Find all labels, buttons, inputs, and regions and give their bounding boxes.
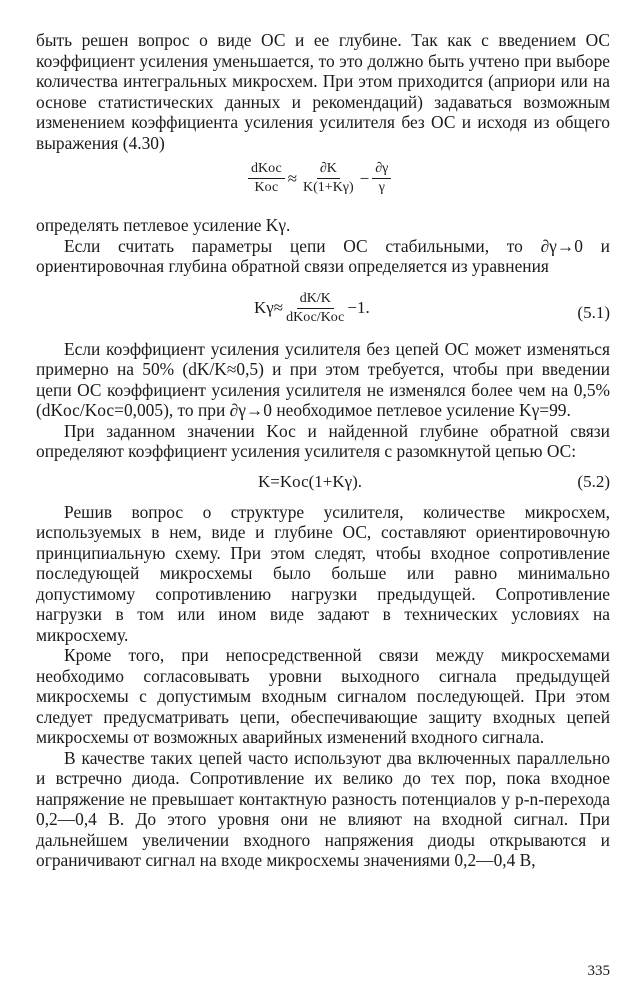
formula1-lhs-num: dKос (248, 161, 285, 179)
page-content (36, 30, 610, 871)
formula-5-2 (36, 462, 610, 502)
paragraph-6: Решив вопрос о структуре усилителя, количестве микросхем, используемых в нем, виде и глубине ОС, составляют ориентировочную принципиальную схему. При этом следят, чтобы входное сопротивление последующей микросхемы было больше или равно минимально допустимому сопротивлению нагрузки предыдущей. Сопротивление нагрузки в том или ином виде задают в технических условиях на микросхему. (36, 501, 610, 645)
paragraph-7: Кроме того, при непосредственной связи между микросхемами необходимо согласовывать уровни выходного сигнала предыдущей микросхемы с допустимым входным сигналом последующей. При этом следует предусматривать цепи, обеспечивающие защиту входных цепей микросхемы от возможных аварийных изменений входного сигнала. (36, 645, 610, 747)
formula2-tail: −1. (347, 298, 370, 317)
formula3-text: K=Kос(1+Kγ). (258, 471, 363, 491)
formula-4-30 (36, 153, 610, 215)
formula1-approx: ≈ (287, 168, 298, 188)
page-number: 335 (587, 963, 610, 979)
paragraph-2: определять петлевое усиление Kγ. (36, 215, 291, 235)
formula2-den: dKос/Kос (286, 309, 345, 325)
formula-5-1 (36, 277, 610, 339)
formula2-lhs: Kγ≈ (254, 298, 284, 317)
paragraph-3: Если считать параметры цепи ОС стабильными, то ∂γ→0 и ориентировочная глубина обратной связи определяется из уравнения (36, 235, 610, 276)
paragraph-4: Если коэффициент усиления усилителя без цепей ОС может изменяться примерно на 50% (dK/K≈0,5) и при этом требуется, чтобы при введении цепи ОС коэффициент усиления усилителя не изменялся более чем на 0,5% (dKос/Kос=0,005), то при ∂γ→0 необходимое петлевое усиление Kγ=99. (36, 338, 610, 420)
paragraph-5: При заданном значении Kос и найденной глубине обратной связи определяют коэффициент усиления усилителя с разомкнутой цепью ОС: (36, 420, 610, 461)
equation-number-5-1: (5.1) (577, 302, 610, 322)
formula1-t2-den: γ (378, 180, 385, 195)
formula1-t1-den: K(1+Kγ) (303, 180, 354, 195)
formula1-minus: − (359, 168, 370, 188)
formula1-lhs-den: Kос (254, 180, 279, 195)
paragraph-1: быть решен вопрос о виде ОС и ее глубине. Так как с введением ОС коэффициент усиления уменьшается, то это должно быть учтено при выборе количества интегральных микросхем. При этом приходится (априори или на основе статистических данных и рекомендаций) задаваться возможным изменением коэффициента усиления усилителя без ОС и исходя из общего выражения (4.30) (36, 30, 610, 153)
equation-number-5-2: (5.2) (577, 471, 610, 491)
formula1-t2-num: ∂γ (372, 161, 391, 179)
formula2-num: dK/K (297, 291, 334, 309)
paragraph-8: В качестве таких цепей часто используют два включенных параллельно и встречно диода. Сопротивление их велико до тех пор, пока входное напряжение не превышает контактную разность потенциалов у p-n-перехода 0,2—0,4 В. До этого уровня они не влияют на входной сигнал. При дальнейшем увеличении входного напряжения диоды открываются и ограничивают сигнал на входе микросхемы значениями 0,2—0,4 В, (36, 747, 610, 870)
formula1-t1-num: ∂K (317, 161, 340, 179)
